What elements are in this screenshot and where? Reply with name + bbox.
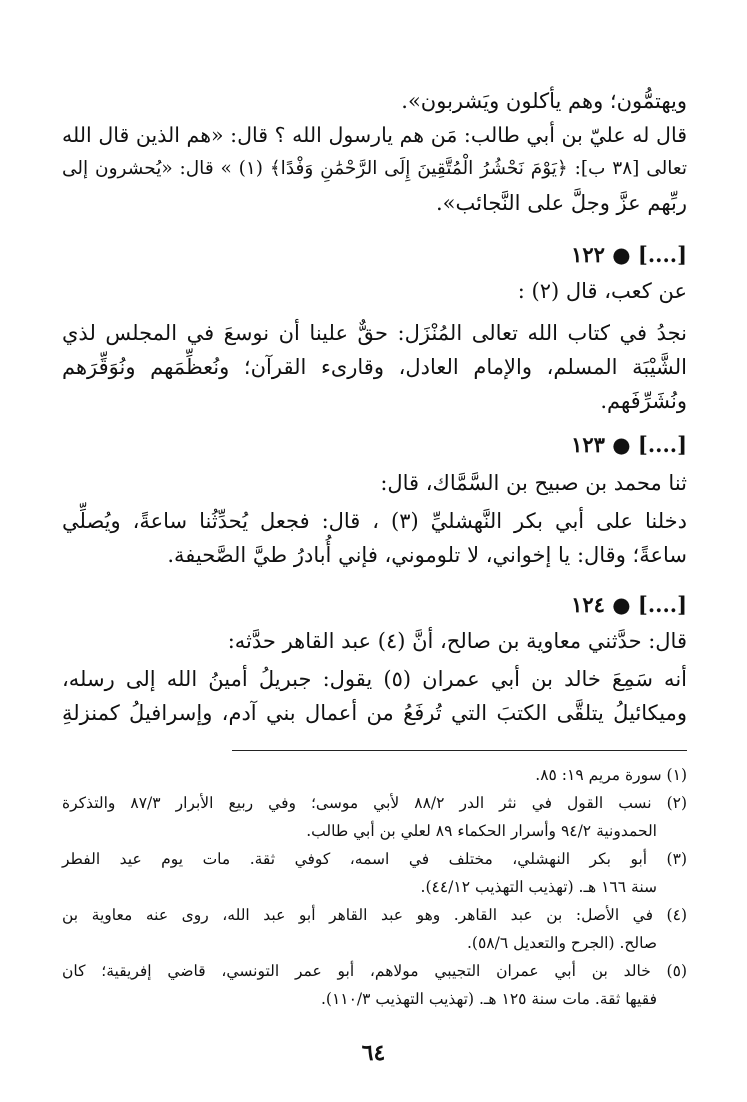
body-line-6: عن كعب، قال (٢) : <box>517 279 687 303</box>
body-line-8: الشَّيْبَة المسلم، والإمام العادل، وقارىء القرآن؛ ونُعظِّمَهم ونُوَقِّرَهم <box>62 355 687 379</box>
footnote-5-cont: فقيها ثقة. مات سنة ١٢٥ هـ. (تهذيب التهذيب ١١٠/٣). <box>320 990 657 1008</box>
footnote-separator <box>232 750 687 751</box>
body-line-13: ساعةً؛ وقال: يا إخواني، لا تلوموني، فإني أُبادرُ طيَّ الصَّحيفة. <box>167 543 687 567</box>
footnote-5: (٥) خالد بن أبي عمران التجيبي مولاهم، أبو عمر التونسي، قاضي إفريقية؛ كان <box>62 962 687 980</box>
entry-heading-123: [....] ● ١٢٣ <box>571 432 687 457</box>
body-line-3: تعالى [٣٨ ب]: ﴿يَوْمَ نَحْشُرُ الْمُتَّقِينَ إِلَى الرَّحْمَٰنِ وَفْدًا﴾ (١) » قال: «يُحشرون إلى <box>62 158 687 179</box>
footnote-4: (٤) في الأصل: بن عبد القاهر. وهو عبد القاهر أبو عبد الله، روى عنه معاوية بن <box>62 906 687 924</box>
footnote-3-cont: سنة ١٦٦ هـ. (تهذيب التهذيب ٤٤/١٢). <box>420 878 657 896</box>
footnote-1: (١) سورة مريم ١٩: ٨٥. <box>535 766 687 784</box>
body-line-1: ويهتمُّون؛ وهم يأكلون ويَشربون». <box>401 89 687 113</box>
footnote-2-cont: الحمدونية ٩٤/٢ وأسرار الحكماء ٨٩ لعلي بن أبي طالب. <box>306 822 657 840</box>
body-line-4: ربِّهم عزَّ وجلَّ على النَّجائب». <box>436 191 687 215</box>
body-line-11: ثنا محمد بن صبيح بن السَّمَّاك، قال: <box>380 471 687 495</box>
footnote-4-cont: صالح. (الجرح والتعديل ٥٨/٦). <box>466 934 657 952</box>
body-line-9: ونُشَرِّفَهم. <box>600 389 687 413</box>
body-line-16: أنه سَمِعَ خالد بن أبي عمران (٥) يقول: جبريلُ أمينُ الله إلى رسله، <box>62 667 687 691</box>
body-line-2: قال له عليّ بن أبي طالب: مَن هم يارسول الله ؟ قال: «هم الذين قال الله <box>62 123 687 147</box>
page-number: ٦٤ <box>361 1040 386 1066</box>
body-line-7: نجدُ في كتاب الله تعالى المُنْزَل: حقٌّ علينا أن نوسعَ في المجلس لذي <box>62 321 687 345</box>
entry-heading-124: [....] ● ١٢٤ <box>571 592 687 617</box>
body-line-15: قال: حدَّثني معاوية بن صالح، أنَّ (٤) عبد القاهر حدَّثه: <box>227 629 687 653</box>
body-line-12: دخلنا على أبي بكر النَّهشليِّ (٣) ، قال: فجعل يُحدِّثُنا ساعةً، ويُصلِّي <box>62 509 688 533</box>
body-line-17: وميكائيلُ يتلقَّى الكتبَ التي تُرفَعُ من أعمال بني آدم، وإسرافيلُ كمنزلةِ <box>62 701 687 725</box>
entry-heading-122: [....] ● ١٢٢ <box>571 242 687 267</box>
footnote-3: (٣) أبو بكر النهشلي، مختلف في اسمه، كوفي ثقة. مات يوم عيد الفطر <box>62 850 687 868</box>
footnote-2: (٢) نسب القول في نثر الدر ٨٨/٢ لأبي موسى؛ وفي ربيع الأبرار ٨٧/٣ والتذكرة <box>62 794 688 812</box>
